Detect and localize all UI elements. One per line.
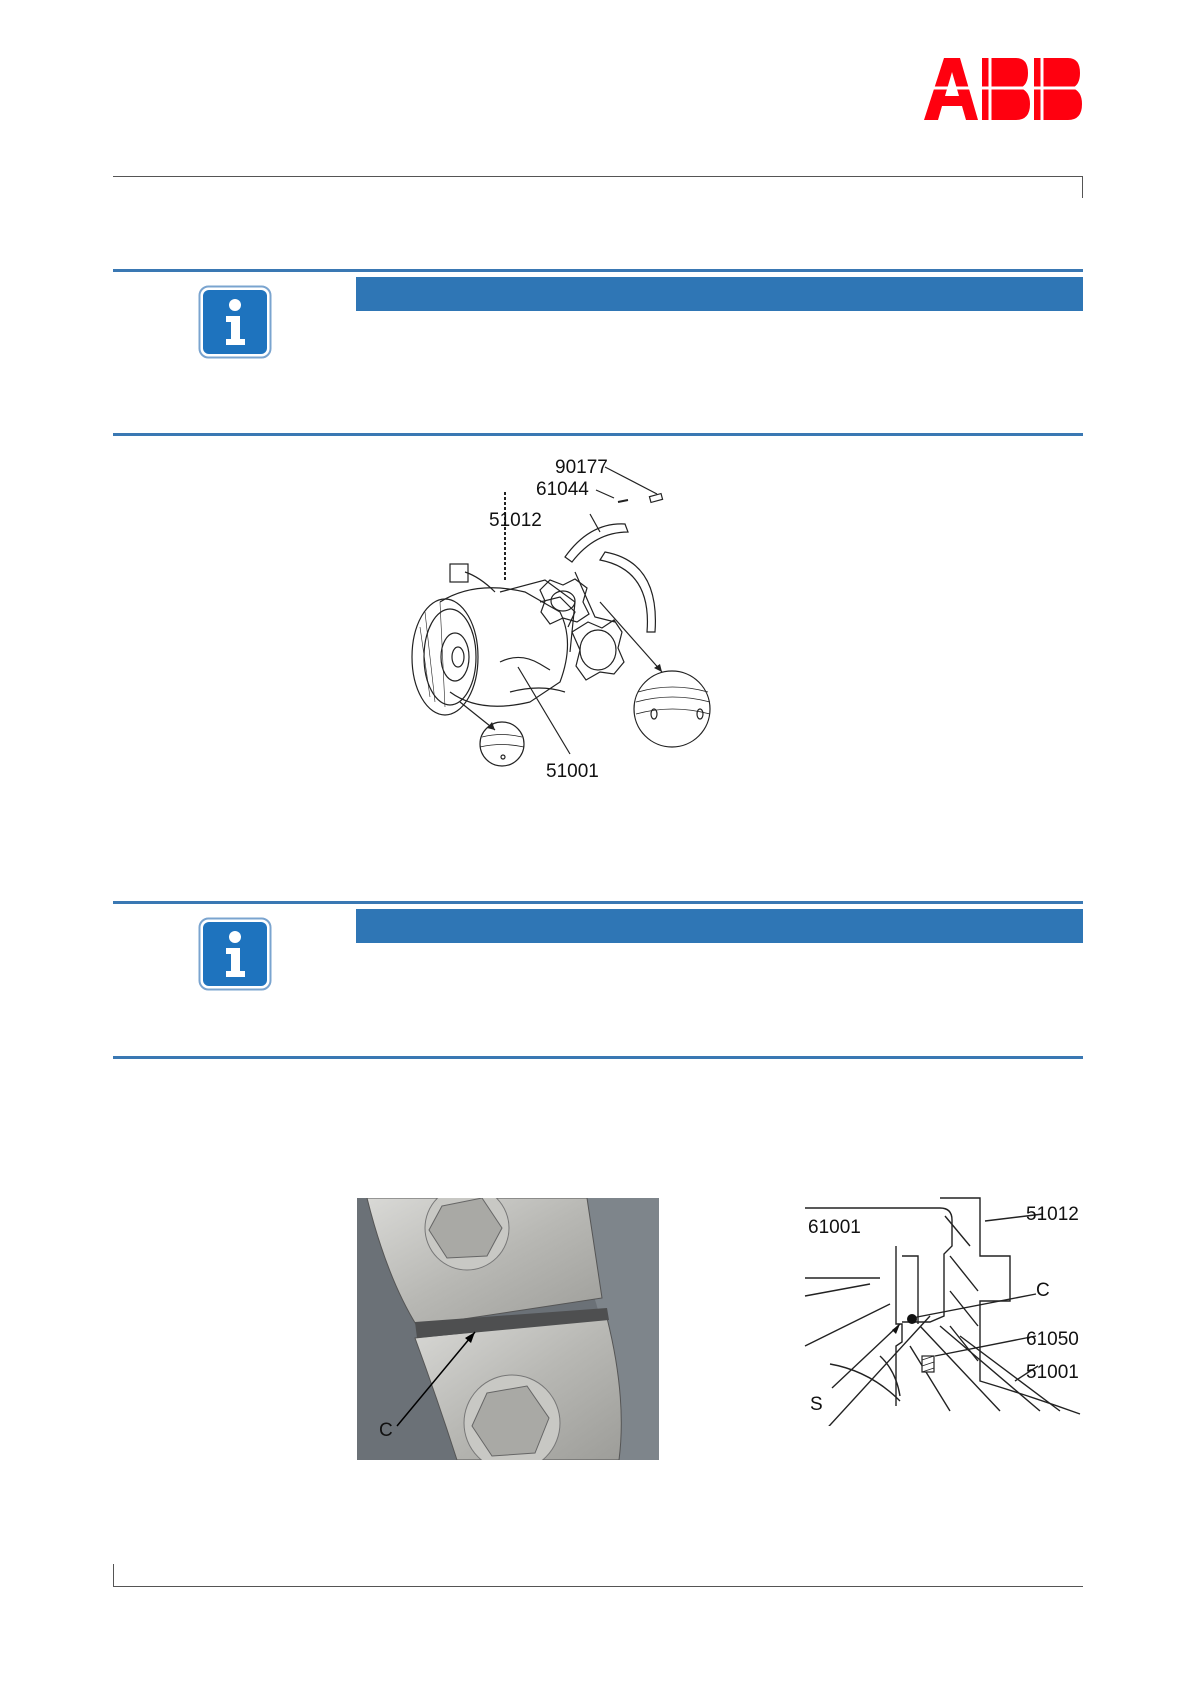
note-top-rule: [113, 269, 1083, 272]
section-callout-s: S: [810, 1394, 823, 1415]
section-callout-61001: 61001: [808, 1217, 861, 1238]
callout-51001: 51001: [546, 761, 599, 782]
info-icon: [198, 285, 272, 359]
note-bottom-rule: [113, 433, 1083, 436]
photo-callout-c: C: [379, 1420, 393, 1441]
note-top-rule: [113, 901, 1083, 904]
note-body: [356, 322, 1083, 382]
info-icon: [198, 917, 272, 991]
assembly-figure: [400, 452, 730, 787]
abb-logo: [924, 58, 1084, 122]
section-callout-61050: 61050: [1026, 1329, 1079, 1350]
callout-90177: 90177: [555, 457, 608, 478]
note-body: [356, 954, 1083, 1014]
note-heading-bar: [356, 909, 1083, 943]
section-callout-51012: 51012: [1026, 1204, 1079, 1225]
section-callout-c: C: [1036, 1280, 1050, 1301]
callout-61044: 61044: [536, 479, 589, 500]
section-drawing: [800, 1196, 1090, 1426]
note-bottom-rule: [113, 1056, 1083, 1059]
note-heading-bar: [356, 277, 1083, 311]
section-callout-51001: 51001: [1026, 1362, 1079, 1383]
footer-tick: [113, 1564, 114, 1586]
clamp-photo: [357, 1198, 659, 1460]
callout-51012: 51012: [489, 510, 542, 531]
footer-rule: [113, 1586, 1083, 1587]
header-rule: [113, 176, 1083, 177]
abb-logo-graphic: [924, 58, 1084, 122]
header-tick: [1082, 176, 1083, 198]
